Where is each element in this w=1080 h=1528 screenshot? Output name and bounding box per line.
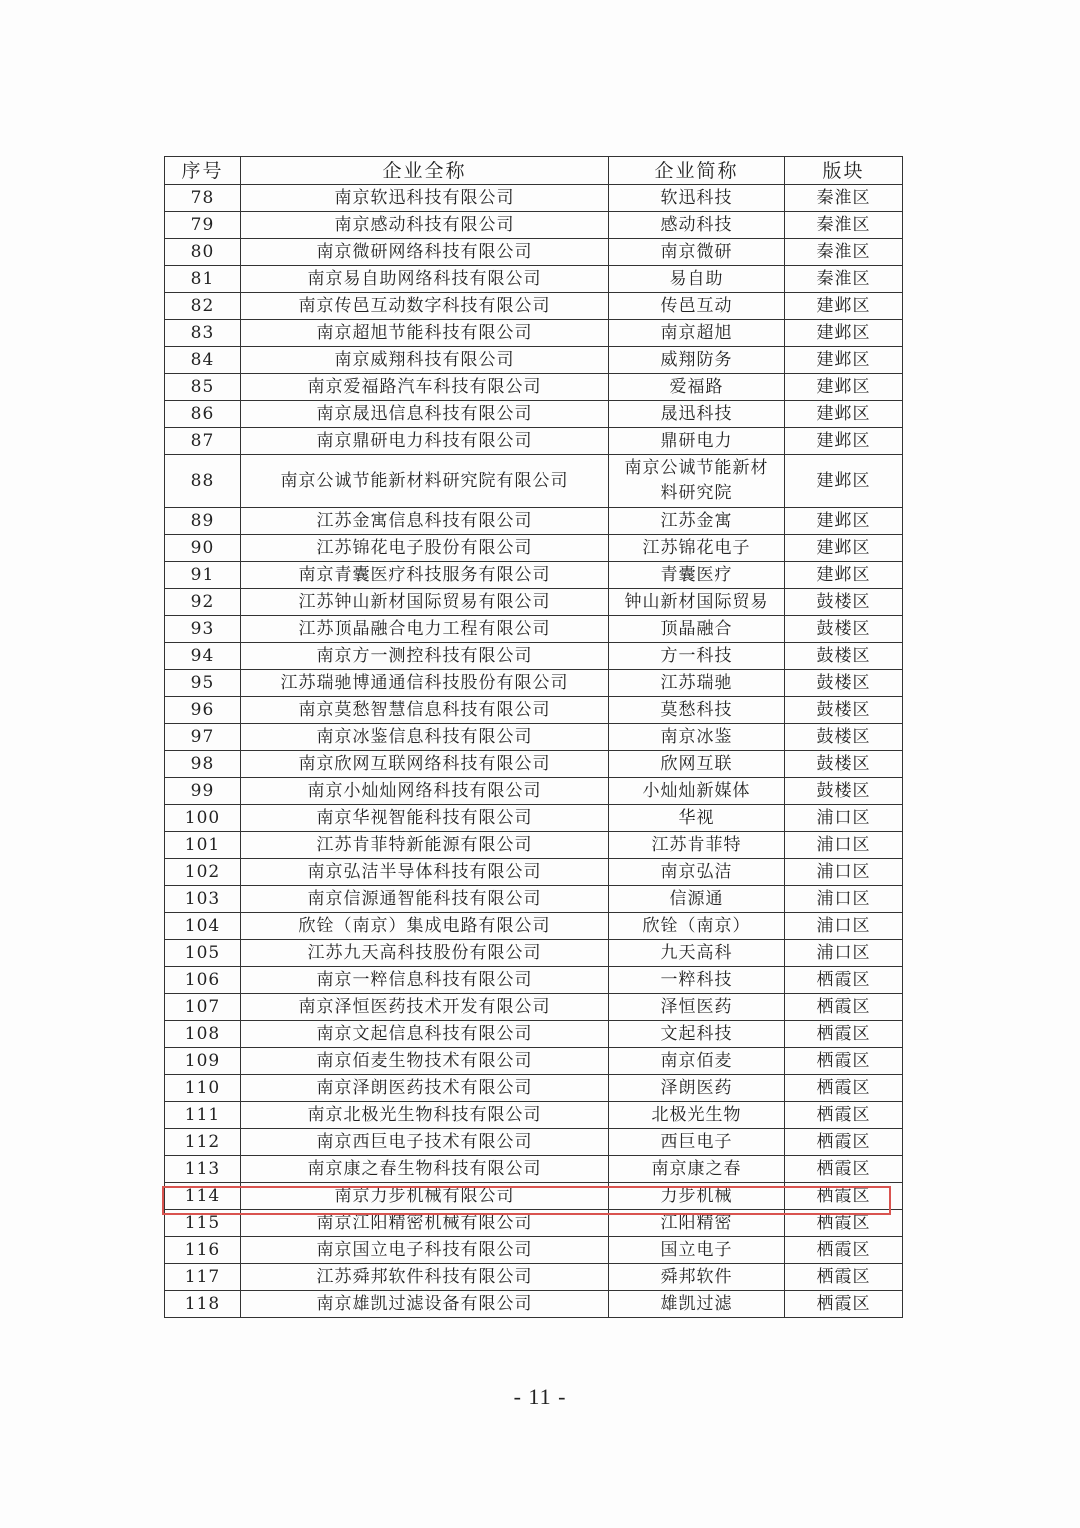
cell-short-name: 江苏金寓 [609, 508, 785, 535]
cell-short-name: 易自助 [609, 266, 785, 293]
cell-full-name: 江苏金寓信息科技有限公司 [241, 508, 609, 535]
cell-serial-no: 84 [165, 347, 241, 374]
cell-district: 鼓楼区 [785, 589, 903, 616]
cell-short-name: 南京冰鉴 [609, 724, 785, 751]
cell-serial-no: 100 [165, 805, 241, 832]
page-number: - 11 - [513, 1384, 567, 1409]
cell-short-name: 南京超旭 [609, 320, 785, 347]
cell-full-name: 南京江阳精密机械有限公司 [241, 1210, 609, 1237]
cell-district: 栖霞区 [785, 1183, 903, 1210]
table-row [165, 724, 903, 751]
table-row [165, 994, 903, 1021]
cell-serial-no: 118 [165, 1291, 241, 1318]
table-row [165, 751, 903, 778]
cell-full-name: 南京感动科技有限公司 [241, 212, 609, 239]
cell-serial-no: 94 [165, 643, 241, 670]
cell-serial-no: 116 [165, 1237, 241, 1264]
cell-full-name: 江苏瑞驰博通通信科技股份有限公司 [241, 670, 609, 697]
cell-full-name: 南京力步机械有限公司 [241, 1183, 609, 1210]
cell-full-name: 江苏顶晶融合电力工程有限公司 [241, 616, 609, 643]
cell-district: 秦淮区 [785, 266, 903, 293]
cell-short-name: 信源通 [609, 886, 785, 913]
cell-short-name: 南京佰麦 [609, 1048, 785, 1075]
cell-district: 建邺区 [785, 508, 903, 535]
cell-serial-no: 88 [165, 455, 241, 508]
cell-full-name: 江苏锦花电子股份有限公司 [241, 535, 609, 562]
cell-short-name: 南京微研 [609, 239, 785, 266]
table-row [165, 455, 903, 508]
table-row [165, 1156, 903, 1183]
cell-short-name: 青囊医疗 [609, 562, 785, 589]
cell-district: 鼓楼区 [785, 724, 903, 751]
cell-serial-no: 110 [165, 1075, 241, 1102]
cell-district: 建邺区 [785, 428, 903, 455]
cell-full-name: 南京国立电子科技有限公司 [241, 1237, 609, 1264]
cell-serial-no: 108 [165, 1021, 241, 1048]
table-row [165, 1129, 903, 1156]
cell-full-name: 欣铨（南京）集成电路有限公司 [241, 913, 609, 940]
cell-serial-no: 87 [165, 428, 241, 455]
table-row [165, 778, 903, 805]
table-row [165, 1048, 903, 1075]
cell-short-name: 文起科技 [609, 1021, 785, 1048]
cell-district: 建邺区 [785, 347, 903, 374]
cell-full-name: 江苏九天高科技股份有限公司 [241, 940, 609, 967]
table-row [165, 859, 903, 886]
cell-district: 栖霞区 [785, 1291, 903, 1318]
table-row [165, 670, 903, 697]
table-body [165, 185, 903, 1318]
table-row [165, 508, 903, 535]
cell-serial-no: 89 [165, 508, 241, 535]
table-row [165, 1237, 903, 1264]
cell-full-name: 南京泽朗医药技术有限公司 [241, 1075, 609, 1102]
table-row [165, 643, 903, 670]
cell-serial-no: 105 [165, 940, 241, 967]
table-row [165, 185, 903, 212]
table-row [165, 805, 903, 832]
cell-short-name: 泽朗医药 [609, 1075, 785, 1102]
cell-full-name: 南京华视智能科技有限公司 [241, 805, 609, 832]
cell-full-name: 南京北极光生物科技有限公司 [241, 1102, 609, 1129]
cell-serial-no: 109 [165, 1048, 241, 1075]
cell-short-name: 江苏瑞驰 [609, 670, 785, 697]
table-row [165, 401, 903, 428]
cell-short-name: 欣网互联 [609, 751, 785, 778]
table-row [165, 212, 903, 239]
cell-serial-no: 97 [165, 724, 241, 751]
cell-serial-no: 91 [165, 562, 241, 589]
cell-full-name: 南京欣网互联网络科技有限公司 [241, 751, 609, 778]
cell-district: 浦口区 [785, 859, 903, 886]
cell-full-name: 南京康之春生物科技有限公司 [241, 1156, 609, 1183]
cell-serial-no: 111 [165, 1102, 241, 1129]
cell-district: 建邺区 [785, 374, 903, 401]
cell-full-name: 南京冰鉴信息科技有限公司 [241, 724, 609, 751]
cell-short-name: 南京公诚节能新材料研究院 [609, 455, 785, 508]
cell-full-name: 南京晟迅信息科技有限公司 [241, 401, 609, 428]
table-row [165, 1291, 903, 1318]
cell-full-name: 南京西巨电子技术有限公司 [241, 1129, 609, 1156]
cell-district: 栖霞区 [785, 1021, 903, 1048]
cell-district: 栖霞区 [785, 1102, 903, 1129]
table-row [165, 940, 903, 967]
cell-district: 栖霞区 [785, 1264, 903, 1291]
table-row [165, 562, 903, 589]
cell-serial-no: 98 [165, 751, 241, 778]
cell-serial-no: 99 [165, 778, 241, 805]
cell-short-name: 欣铨（南京） [609, 913, 785, 940]
table-row [165, 293, 903, 320]
cell-serial-no: 90 [165, 535, 241, 562]
cell-short-name: 舜邦软件 [609, 1264, 785, 1291]
cell-full-name: 江苏钟山新材国际贸易有限公司 [241, 589, 609, 616]
cell-short-name: 泽恒医药 [609, 994, 785, 1021]
cell-serial-no: 115 [165, 1210, 241, 1237]
cell-short-name: 莫愁科技 [609, 697, 785, 724]
cell-short-name: 威翔防务 [609, 347, 785, 374]
cell-serial-no: 102 [165, 859, 241, 886]
cell-short-name: 力步机械 [609, 1183, 785, 1210]
cell-district: 栖霞区 [785, 967, 903, 994]
cell-serial-no: 79 [165, 212, 241, 239]
table-row [165, 589, 903, 616]
cell-district: 浦口区 [785, 886, 903, 913]
cell-serial-no: 85 [165, 374, 241, 401]
cell-serial-no: 96 [165, 697, 241, 724]
cell-serial-no: 101 [165, 832, 241, 859]
cell-short-name: 钟山新材国际贸易 [609, 589, 785, 616]
cell-serial-no: 92 [165, 589, 241, 616]
cell-district: 鼓楼区 [785, 778, 903, 805]
cell-district: 栖霞区 [785, 1156, 903, 1183]
cell-district: 浦口区 [785, 832, 903, 859]
cell-short-name: 感动科技 [609, 212, 785, 239]
cell-district: 栖霞区 [785, 1048, 903, 1075]
cell-short-name: 顶晶融合 [609, 616, 785, 643]
cell-full-name: 南京佰麦生物技术有限公司 [241, 1048, 609, 1075]
header-short-name: 企业简称 [609, 157, 785, 185]
cell-short-name: 江苏锦花电子 [609, 535, 785, 562]
cell-district: 鼓楼区 [785, 643, 903, 670]
cell-serial-no: 114 [165, 1183, 241, 1210]
cell-serial-no: 107 [165, 994, 241, 1021]
table-row [165, 886, 903, 913]
cell-district: 秦淮区 [785, 185, 903, 212]
cell-serial-no: 93 [165, 616, 241, 643]
table-row [165, 1102, 903, 1129]
cell-short-name: 晟迅科技 [609, 401, 785, 428]
header-district: 版块 [785, 157, 903, 185]
cell-short-name: 鼎研电力 [609, 428, 785, 455]
cell-full-name: 江苏舜邦软件科技有限公司 [241, 1264, 609, 1291]
table-row [165, 1183, 903, 1210]
cell-serial-no: 86 [165, 401, 241, 428]
table-row [165, 428, 903, 455]
table-row [165, 347, 903, 374]
cell-full-name: 南京一粹信息科技有限公司 [241, 967, 609, 994]
cell-short-name: 南京康之春 [609, 1156, 785, 1183]
cell-district: 建邺区 [785, 401, 903, 428]
table-row [165, 697, 903, 724]
cell-district: 鼓楼区 [785, 697, 903, 724]
table-row [165, 320, 903, 347]
cell-serial-no: 117 [165, 1264, 241, 1291]
table-row [165, 616, 903, 643]
cell-district: 建邺区 [785, 293, 903, 320]
table-row [165, 1210, 903, 1237]
cell-short-name: 九天高科 [609, 940, 785, 967]
cell-serial-no: 104 [165, 913, 241, 940]
table-row [165, 832, 903, 859]
cell-serial-no: 83 [165, 320, 241, 347]
table-row [165, 535, 903, 562]
cell-short-name: 爱福路 [609, 374, 785, 401]
cell-short-name: 华视 [609, 805, 785, 832]
cell-full-name: 南京易自助网络科技有限公司 [241, 266, 609, 293]
table-row [165, 266, 903, 293]
cell-serial-no: 80 [165, 239, 241, 266]
cell-short-name: 雄凯过滤 [609, 1291, 785, 1318]
table-row [165, 913, 903, 940]
cell-serial-no: 112 [165, 1129, 241, 1156]
table-row [165, 374, 903, 401]
cell-short-name: 一粹科技 [609, 967, 785, 994]
cell-serial-no: 106 [165, 967, 241, 994]
cell-short-name: 软迅科技 [609, 185, 785, 212]
cell-full-name: 南京方一测控科技有限公司 [241, 643, 609, 670]
cell-district: 秦淮区 [785, 239, 903, 266]
cell-full-name: 南京文起信息科技有限公司 [241, 1021, 609, 1048]
cell-full-name: 南京小灿灿网络科技有限公司 [241, 778, 609, 805]
cell-district: 鼓楼区 [785, 670, 903, 697]
cell-serial-no: 81 [165, 266, 241, 293]
cell-short-name: 江阳精密 [609, 1210, 785, 1237]
cell-full-name: 南京信源通智能科技有限公司 [241, 886, 609, 913]
cell-serial-no: 113 [165, 1156, 241, 1183]
cell-district: 栖霞区 [785, 1210, 903, 1237]
table-header-row [165, 157, 903, 185]
enterprise-table [164, 156, 903, 1318]
cell-full-name: 南京威翔科技有限公司 [241, 347, 609, 374]
cell-short-name: 南京弘洁 [609, 859, 785, 886]
table-row [165, 1075, 903, 1102]
cell-short-name: 小灿灿新媒体 [609, 778, 785, 805]
cell-short-name: 江苏肯菲特 [609, 832, 785, 859]
cell-full-name: 南京鼎研电力科技有限公司 [241, 428, 609, 455]
cell-district: 鼓楼区 [785, 751, 903, 778]
cell-short-name: 西巨电子 [609, 1129, 785, 1156]
cell-full-name: 江苏肯菲特新能源有限公司 [241, 832, 609, 859]
cell-full-name: 南京爱福路汽车科技有限公司 [241, 374, 609, 401]
cell-serial-no: 103 [165, 886, 241, 913]
table-row [165, 1021, 903, 1048]
cell-district: 栖霞区 [785, 1237, 903, 1264]
cell-district: 栖霞区 [785, 994, 903, 1021]
header-serial-no: 序号 [165, 157, 241, 185]
cell-full-name: 南京超旭节能科技有限公司 [241, 320, 609, 347]
cell-serial-no: 82 [165, 293, 241, 320]
cell-serial-no: 78 [165, 185, 241, 212]
cell-full-name: 南京传邑互动数字科技有限公司 [241, 293, 609, 320]
cell-full-name: 南京青囊医疗科技服务有限公司 [241, 562, 609, 589]
cell-short-name: 国立电子 [609, 1237, 785, 1264]
cell-district: 浦口区 [785, 913, 903, 940]
cell-district: 鼓楼区 [785, 616, 903, 643]
cell-district: 建邺区 [785, 535, 903, 562]
cell-full-name: 南京公诚节能新材料研究院有限公司 [241, 455, 609, 508]
cell-short-name: 传邑互动 [609, 293, 785, 320]
cell-district: 栖霞区 [785, 1129, 903, 1156]
cell-full-name: 南京弘洁半导体科技有限公司 [241, 859, 609, 886]
cell-district: 浦口区 [785, 940, 903, 967]
cell-district: 秦淮区 [785, 212, 903, 239]
table-row [165, 967, 903, 994]
cell-district: 建邺区 [785, 320, 903, 347]
cell-short-name: 北极光生物 [609, 1102, 785, 1129]
cell-full-name: 南京微研网络科技有限公司 [241, 239, 609, 266]
header-full-name: 企业全称 [241, 157, 609, 185]
cell-full-name: 南京泽恒医药技术开发有限公司 [241, 994, 609, 1021]
cell-full-name: 南京软迅科技有限公司 [241, 185, 609, 212]
cell-full-name: 南京莫愁智慧信息科技有限公司 [241, 697, 609, 724]
cell-full-name: 南京雄凯过滤设备有限公司 [241, 1291, 609, 1318]
table-row [165, 239, 903, 266]
cell-district: 栖霞区 [785, 1075, 903, 1102]
cell-district: 建邺区 [785, 562, 903, 589]
cell-district: 浦口区 [785, 805, 903, 832]
cell-district: 建邺区 [785, 455, 903, 508]
table-row [165, 1264, 903, 1291]
cell-serial-no: 95 [165, 670, 241, 697]
cell-short-name: 方一科技 [609, 643, 785, 670]
